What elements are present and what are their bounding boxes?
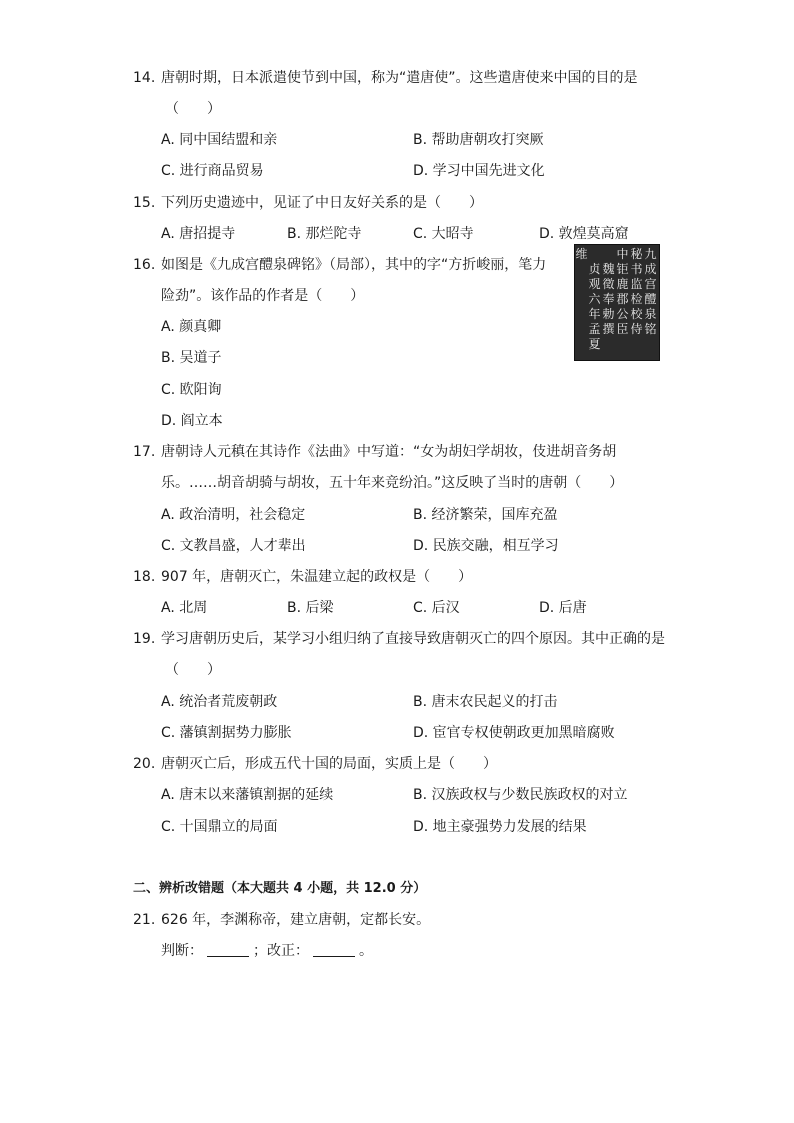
- q17-option-b[interactable]: B. 经济繁荣，国库充盈: [413, 507, 558, 523]
- q19-option-a[interactable]: A. 统治者荒废朝政: [161, 694, 278, 710]
- judge-blank[interactable]: [207, 942, 249, 957]
- q14-option-b[interactable]: B. 帮助唐朝攻打突厥: [413, 132, 544, 148]
- q16-option-a[interactable]: A. 颜真卿: [161, 319, 222, 335]
- judge-label: 判断：: [161, 943, 203, 959]
- q19-answer-paren: （ ）: [165, 662, 221, 678]
- calligraphy-column-1: 九成宫醴泉铭: [644, 247, 657, 336]
- q19-option-b[interactable]: B. 唐末农民起义的打击: [413, 694, 558, 710]
- correction-blank[interactable]: [313, 942, 355, 957]
- q17-option-a[interactable]: A. 政治清明，社会稳定: [161, 507, 306, 523]
- q16-stem-line1: 如图是《九成宫醴泉碑铭》（局部），其中的字“方折峻丽，笔力: [161, 257, 547, 273]
- q21-answer-line: [161, 941, 373, 961]
- q18-option-d[interactable]: D. 后唐: [539, 600, 587, 616]
- q15-option-b[interactable]: B. 那烂陀寺: [287, 226, 362, 242]
- q15-stem: 下列历史遗迹中，见证了中日友好关系的是（ ）: [161, 195, 483, 211]
- answer-end: 。: [359, 943, 373, 959]
- q19-number: 19.: [133, 631, 156, 647]
- calligraphy-column-5: 贞观六年孟夏: [588, 262, 601, 351]
- q18-number: 18.: [133, 569, 156, 585]
- q16-option-b[interactable]: B. 吴道子: [161, 350, 222, 366]
- q20-option-b[interactable]: B. 汉族政权与少数民族政权的对立: [413, 787, 628, 803]
- q20-number: 20.: [133, 756, 156, 772]
- q21-stem: 626 年，李渊称帝，建立唐朝，定都长安。: [161, 912, 431, 928]
- q15-option-a[interactable]: A. 唐招提寺: [161, 226, 236, 242]
- q18-option-b[interactable]: B. 后梁: [287, 600, 334, 616]
- q17-stem-line1: 唐朝诗人元稹在其诗作《法曲》中写道：“女为胡妇学胡妆，伎进胡音务胡: [161, 444, 617, 460]
- calligraphy-column-4: 魏徵奉勅撰: [602, 262, 615, 336]
- q16-stem-line2: 险劲”。该作品的作者是（ ）: [161, 288, 365, 304]
- q18-option-a[interactable]: A. 北周: [161, 600, 208, 616]
- section-2-title: 二、辨析改错题（本大题共 4 小题，共 12.0 分）: [133, 881, 427, 896]
- q18-stem: 907 年，唐朝灭亡，朱温建立起的政权是（ ）: [161, 569, 473, 585]
- q16-option-c[interactable]: C. 欧阳询: [161, 382, 222, 398]
- q17-stem-line2: 乐。……胡音胡骑与胡妆，五十年来竞纷泊。”这反映了当时的唐朝（ ）: [161, 475, 624, 491]
- q15-option-d[interactable]: D. 敦煌莫高窟: [539, 226, 629, 242]
- q19-option-c[interactable]: C. 藩镇割据势力膨胀: [161, 725, 292, 741]
- q20-option-a[interactable]: A. 唐末以来藩镇割据的延续: [161, 787, 334, 803]
- q14-number: 14.: [133, 70, 156, 86]
- q14-stem: 唐朝时期，日本派遣使节到中国，称为“遣唐使”。这些遣唐使来中国的目的是: [161, 70, 638, 86]
- calligraphy-column-2: 秘书监检校侍: [630, 247, 643, 336]
- q14-option-c[interactable]: C. 进行商品贸易: [161, 163, 264, 179]
- correction-label: ；改正：: [253, 943, 309, 959]
- q20-stem: 唐朝灭亡后，形成五代十国的局面，实质上是（ ）: [161, 756, 497, 772]
- q17-option-d[interactable]: D. 民族交融，相互学习: [413, 538, 559, 554]
- calligraphy-image: [574, 244, 660, 361]
- q18-option-c[interactable]: C. 后汉: [413, 600, 460, 616]
- q14-option-d[interactable]: D. 学习中国先进文化: [413, 163, 545, 179]
- calligraphy-column-6: 维: [575, 247, 588, 261]
- q20-option-d[interactable]: D. 地主豪强势力发展的结果: [413, 819, 587, 835]
- q21-number: 21.: [133, 912, 156, 928]
- q16-option-d[interactable]: D. 阎立本: [161, 413, 223, 429]
- q14-answer-paren: （ ）: [165, 101, 221, 117]
- q20-option-c[interactable]: C. 十国鼎立的局面: [161, 819, 278, 835]
- q17-option-c[interactable]: C. 文教昌盛，人才辈出: [161, 538, 306, 554]
- q15-number: 15.: [133, 195, 156, 211]
- calligraphy-column-3: 中钜鹿郡公臣: [616, 247, 629, 336]
- q17-number: 17.: [133, 444, 156, 460]
- q19-option-d[interactable]: D. 宦官专权使朝政更加黑暗腐败: [413, 725, 615, 741]
- q16-number: 16.: [133, 257, 156, 273]
- q14-option-a[interactable]: A. 同中国结盟和亲: [161, 132, 278, 148]
- q15-option-c[interactable]: C. 大昭寺: [413, 226, 474, 242]
- q19-stem: 学习唐朝历史后，某学习小组归纳了直接导致唐朝灭亡的四个原因。其中正确的是: [161, 631, 665, 647]
